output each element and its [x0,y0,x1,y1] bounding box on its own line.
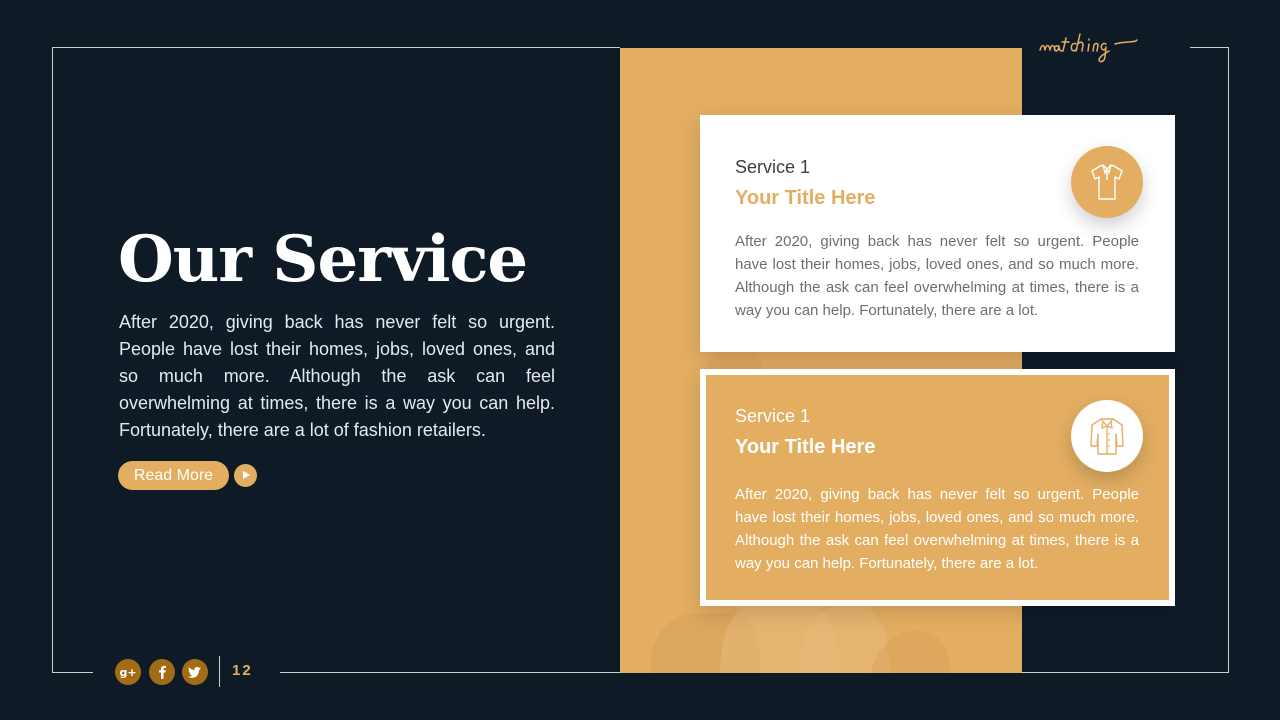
polo-shirt-icon [1089,162,1125,202]
read-more-button[interactable]: Read More [118,461,229,490]
service-label: Service 1 [735,406,811,426]
service-icon-badge [1071,400,1143,472]
service-icon-badge [1071,146,1143,218]
service-title: Your Title Here [735,436,876,458]
footer-divider [219,656,220,687]
service-description: After 2020, giving back has never felt so urgent. People have lost their homes, jobs, loved ones, and so much more. Although the ask can feel overwhelming at times, there is a way you can help. Fortunately, there are a lot. [735,486,1139,572]
frame-line-top-right [1190,47,1229,48]
service-card-2 [700,369,1175,606]
frame-line-bottom-left [52,672,93,673]
twitter-icon[interactable] [182,659,208,685]
frame-line-bottom-middle [280,672,620,673]
play-icon[interactable] [234,464,257,487]
service-card-1 [700,115,1175,352]
service-description: After 2020, giving back has never felt so urgent. People have lost their homes, jobs, loved ones, and so much more. Although the ask can feel overwhelming at times, there is a way you can help. Fortunately, there are a lot. [735,233,1139,319]
dress-shirt-icon [1089,416,1125,456]
google-plus-icon[interactable] [115,659,141,685]
brand-logo [1036,28,1176,68]
frame-line-right [1228,47,1229,673]
frame-line-left [52,47,53,673]
facebook-icon[interactable] [149,659,175,685]
frame-line-top [52,47,620,48]
page-number: 12 [232,662,253,679]
page-title: Our Service [118,222,528,297]
frame-line-bottom-right [1022,672,1229,673]
service-title: Your Title Here [735,187,876,209]
svg-text:g+: g+ [119,666,137,679]
page-description: After 2020, giving back has never felt so urgent. People have lost their homes, jobs, loved ones, and so much more. Although the ask can feel overwhelming at times, there is a way you can help. Fortunately, there are a lot of fashion retailers. [119,312,555,440]
service-label: Service 1 [735,157,811,177]
